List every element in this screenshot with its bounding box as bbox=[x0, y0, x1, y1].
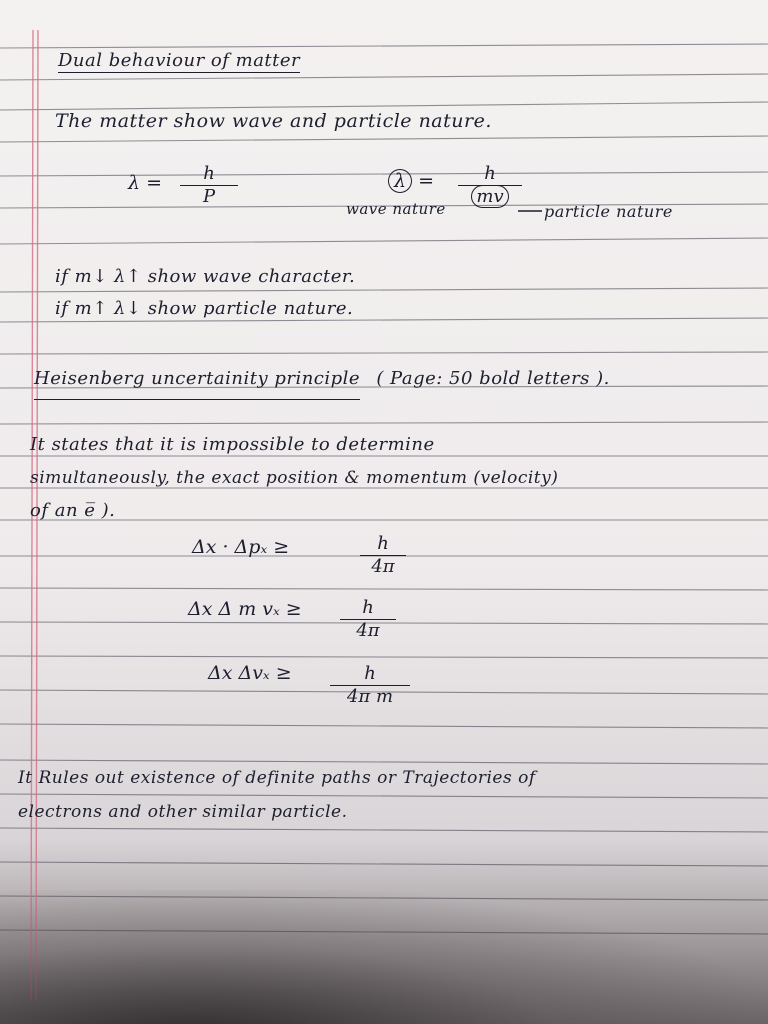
eq2-denominator: mv bbox=[471, 185, 508, 208]
eq2-numerator: h bbox=[484, 163, 496, 184]
relation-2-fraction bbox=[340, 598, 396, 641]
eq1-denominator: P bbox=[202, 186, 216, 207]
statement-line-3: of an e̅ ). bbox=[30, 500, 116, 521]
relation-3-lhs: Δx Δvₓ ≥ bbox=[208, 662, 292, 684]
eq2-fraction bbox=[458, 164, 522, 207]
eq1-fraction bbox=[180, 164, 238, 207]
particle-pointer bbox=[518, 208, 544, 214]
eq2-lhs bbox=[388, 170, 434, 192]
eq2-equals: = bbox=[418, 170, 435, 192]
relation-3-denominator: 4π m bbox=[346, 686, 394, 707]
eq1-numerator: h bbox=[203, 163, 215, 184]
eq1-lhs: λ = bbox=[128, 172, 163, 194]
relation-2-lhs: Δx Δ m vₓ ≥ bbox=[188, 598, 302, 620]
statement-line-1: It states that it is impossible to determine bbox=[30, 434, 435, 455]
relation-1-fraction bbox=[360, 534, 406, 577]
wave-nature-label: wave nature bbox=[346, 200, 446, 218]
relation-2-numerator: h bbox=[362, 597, 374, 618]
page-heading: Dual behaviour of matter bbox=[58, 50, 301, 71]
relation-1-denominator: 4π bbox=[371, 556, 395, 577]
rule-line-2: if m↑ λ↓ show particle nature. bbox=[55, 298, 354, 319]
relation-1-numerator: h bbox=[377, 533, 389, 554]
statement-line-2: simultaneously, the exact position & momentum (velocity) bbox=[30, 468, 559, 488]
relation-3-fraction bbox=[330, 664, 410, 707]
relation-2-denominator: 4π bbox=[356, 620, 380, 641]
lambda-circle: λ bbox=[388, 169, 412, 193]
section-heading bbox=[34, 368, 610, 389]
section-title: Heisenberg uncertainity principle bbox=[34, 368, 360, 400]
conclusion-line-1: It Rules out existence of definite paths or Trajectories of bbox=[18, 768, 536, 788]
rule-line-1: if m↓ λ↑ show wave character. bbox=[55, 266, 356, 287]
intro-text: The matter show wave and particle nature. bbox=[55, 110, 492, 132]
particle-nature-label: particle nature bbox=[544, 202, 673, 221]
relation-1-lhs: Δx · Δpₓ ≥ bbox=[192, 536, 290, 558]
section-note: ( Page: 50 bold letters ). bbox=[376, 368, 610, 389]
conclusion-line-2: electrons and other similar particle. bbox=[18, 802, 348, 822]
relation-3-numerator: h bbox=[364, 663, 376, 684]
